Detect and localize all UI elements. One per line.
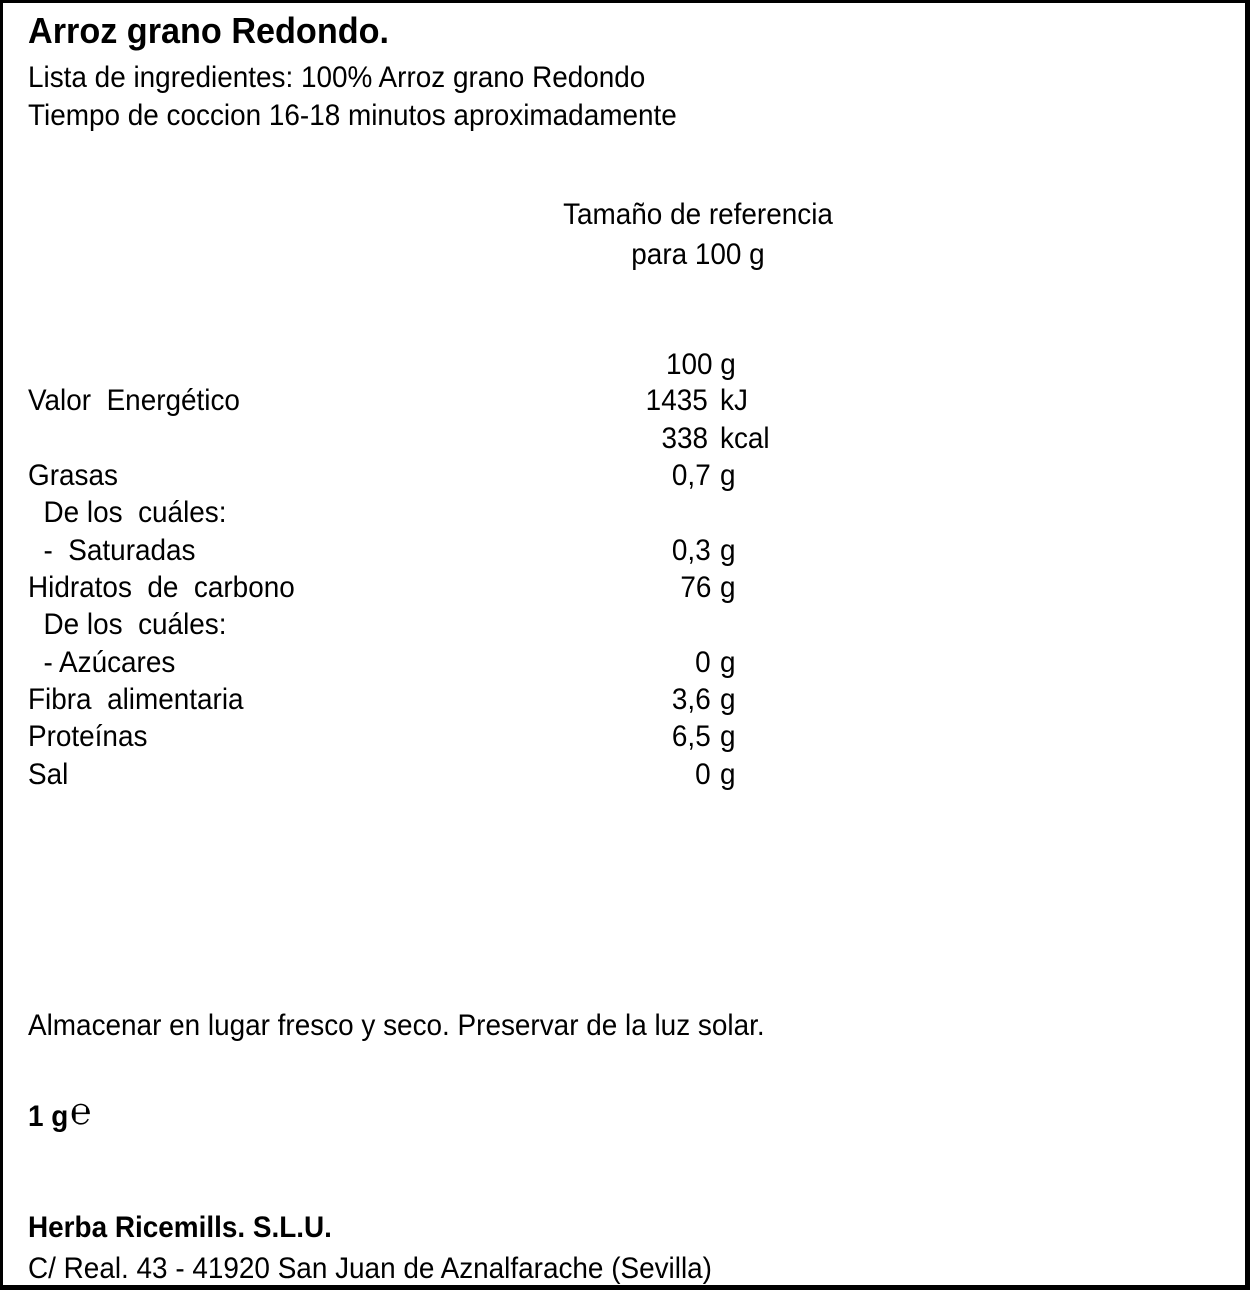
reference-size-line2: para 100 g [631,238,765,271]
nutrient-value: 0,7 [672,459,711,492]
nutrient-unit: g [720,534,736,567]
company-name: Herba Ricemills. S.L.U. [28,1211,332,1244]
nutrient-label: Proteínas [28,720,148,753]
net-weight [28,1091,92,1133]
nutrition-column-header: 100 g [666,348,736,381]
nutrient-label: Fibra alimentaria [28,683,244,716]
product-title: Arroz grano Redondo. [28,10,389,51]
nutrient-value: 1435 [645,384,708,417]
nutrient-unit: g [720,683,736,716]
ingredients-text: Lista de ingredientes: 100% Arroz grano Redondo [28,61,646,94]
nutrient-label: Grasas [28,459,118,492]
nutrient-label: - Saturadas [28,534,196,567]
nutrient-value: 0 [695,646,711,679]
cooking-time-text: Tiempo de coccion 16-18 minutos aproximadamente [28,99,677,132]
nutrient-value: 0,3 [672,534,711,567]
nutrient-unit: g [720,459,736,492]
nutrient-unit: g [720,571,736,604]
net-weight-value: 1 g [28,1100,69,1133]
storage-instructions: Almacenar en lugar fresco y seco. Preservar de la luz solar. [28,1009,765,1042]
nutrient-label: Sal [28,758,69,791]
nutrient-unit: kJ [720,384,748,417]
estimated-sign-icon: ℮ [70,1091,92,1133]
nutrient-value: 6,5 [672,720,711,753]
nutrient-unit: kcal [720,422,770,455]
company-address: C/ Real. 43 - 41920 San Juan de Aznalfarache (Sevilla) [28,1252,712,1285]
nutrient-unit: g [720,720,736,753]
nutrient-value: 0 [695,758,711,791]
nutrient-label: Hidratos de carbono [28,571,295,604]
nutrient-label: - Azúcares [28,646,176,679]
nutrient-value: 338 [661,422,708,455]
nutrient-unit: g [720,758,736,791]
nutrient-value: 3,6 [672,683,711,716]
reference-size-line1: Tamaño de referencia [563,198,833,231]
nutrient-sublabel: De los cuáles: [28,608,227,641]
nutrient-unit: g [720,646,736,679]
nutrient-value: 76 [679,571,711,604]
nutrient-sublabel: De los cuáles: [28,496,227,529]
nutrient-label: Valor Energético [28,384,240,417]
